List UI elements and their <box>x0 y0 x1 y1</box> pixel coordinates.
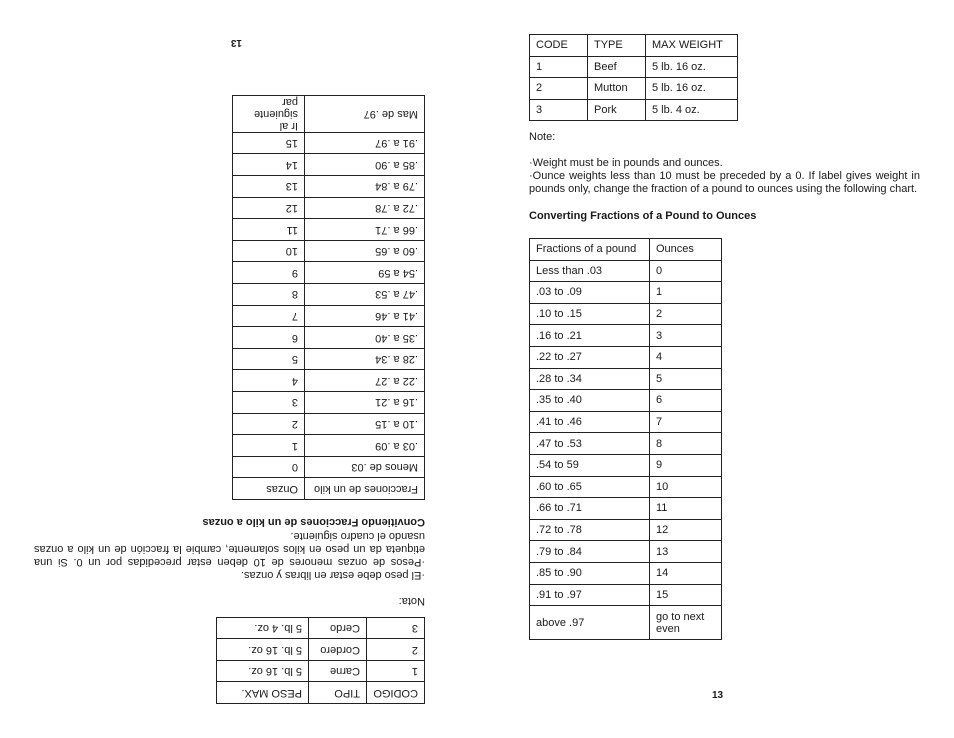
table-cell: 2 <box>650 303 722 325</box>
table-cell: 6 <box>650 390 722 412</box>
table-row <box>530 346 722 368</box>
table-cell: 10 <box>233 240 305 262</box>
table-cell: 5 <box>650 368 722 390</box>
table-row <box>530 411 722 433</box>
column-header: TYPE <box>588 35 646 57</box>
rule-text: ·El peso debe estar en libras y onzas. <box>240 569 425 581</box>
table-cell: Beef <box>588 56 646 78</box>
spanish-weights-table <box>216 617 425 704</box>
table-cell: 5 lb. 16 oz. <box>217 661 309 683</box>
table-row <box>233 392 425 414</box>
table-cell: .35 to .40 <box>530 390 650 412</box>
table-cell: .47 to .53 <box>530 433 650 455</box>
table-row <box>233 262 425 284</box>
table-cell: Mas de .97 <box>305 95 425 132</box>
table-cell: 15 <box>233 132 305 154</box>
table-cell: 7 <box>650 411 722 433</box>
table-cell: 11 <box>233 219 305 241</box>
table-cell: .03 to .09 <box>530 282 650 304</box>
table-cell: .28 to .34 <box>530 368 650 390</box>
table-row <box>530 390 722 412</box>
table-cell: 0 <box>650 260 722 282</box>
table-row <box>233 348 425 370</box>
column-header: CODIGO <box>367 682 425 704</box>
table-cell: 6 <box>233 327 305 349</box>
table-cell: 9 <box>233 262 305 284</box>
table-cell: .60 to .65 <box>530 476 650 498</box>
table-cell: .10 to .15 <box>530 303 650 325</box>
table-cell: 1 <box>233 435 305 457</box>
table-row <box>530 476 722 498</box>
table-cell: 3 <box>650 325 722 347</box>
table-row <box>530 99 738 121</box>
table-cell: .22 to .27 <box>530 346 650 368</box>
table-row <box>530 260 722 282</box>
rule-text: ·Weight must be in pounds and ounces. <box>529 157 723 169</box>
table-cell: 14 <box>650 562 722 584</box>
table-row <box>530 606 722 640</box>
chart-heading: Converting Fractions of a Pound to Ounces <box>529 210 757 222</box>
table-cell: 12 <box>233 197 305 219</box>
table-row <box>530 498 722 520</box>
table-cell: 5 lb. 16 oz. <box>217 639 309 661</box>
table-cell: .91 a .97 <box>305 132 425 154</box>
table-cell: .60 a .65 <box>305 240 425 262</box>
table-cell: .28 a .34 <box>305 348 425 370</box>
table-row <box>530 78 738 100</box>
table-header-row <box>217 682 425 704</box>
table-cell: 5 lb. 4 oz. <box>646 99 738 121</box>
table-cell: .41 to .46 <box>530 411 650 433</box>
table-cell: .85 to .90 <box>530 562 650 584</box>
table-cell: Menos de .03 <box>305 456 425 478</box>
table-cell: 3 <box>233 392 305 414</box>
table-cell: .54 a 59 <box>305 262 425 284</box>
table-row <box>233 305 425 327</box>
table-cell: .47 a .53 <box>305 284 425 306</box>
table-cell: 11 <box>650 498 722 520</box>
table-header-row <box>530 35 738 57</box>
table-cell: Cerdo <box>309 618 367 640</box>
chart-heading: Convitiendo Fracciones de un kilo a onzas <box>202 516 425 528</box>
table-row <box>233 284 425 306</box>
table-cell: 4 <box>650 346 722 368</box>
table-cell: Pork <box>588 99 646 121</box>
table-cell: .72 to .78 <box>530 519 650 541</box>
table-cell: .66 to .71 <box>530 498 650 520</box>
column-header: Ounces <box>650 239 722 261</box>
weight-rules <box>34 529 425 581</box>
table-cell: .66 a .71 <box>305 219 425 241</box>
table-cell: above .97 <box>530 606 650 640</box>
table-cell: 1 <box>367 661 425 683</box>
table-cell: 14 <box>233 154 305 176</box>
table-cell: 13 <box>650 541 722 563</box>
table-cell: go to next even <box>650 606 722 640</box>
weight-rules <box>529 157 920 196</box>
table-row <box>530 368 722 390</box>
table-cell: 13 <box>233 176 305 198</box>
english-conversion-table <box>529 238 722 640</box>
table-row <box>530 541 722 563</box>
table-row <box>233 435 425 457</box>
column-header: CODE <box>530 35 588 57</box>
table-row <box>530 454 722 476</box>
table-cell: 2 <box>233 413 305 435</box>
note-label: Note: <box>529 131 556 143</box>
table-cell: .35 a .40 <box>305 327 425 349</box>
table-cell: 12 <box>650 519 722 541</box>
page-number: 13 <box>230 37 242 48</box>
column-header: PESO MAX. <box>217 682 309 704</box>
table-cell: Mutton <box>588 78 646 100</box>
table-row <box>233 219 425 241</box>
table-cell: 9 <box>650 454 722 476</box>
column-header: TIPO <box>309 682 367 704</box>
table-cell: .85 a .90 <box>305 154 425 176</box>
table-cell: .22 a .27 <box>305 370 425 392</box>
table-row <box>233 456 425 478</box>
table-cell: .91 to .97 <box>530 584 650 606</box>
table-cell: 0 <box>233 456 305 478</box>
table-row <box>530 433 722 455</box>
table-cell: 2 <box>367 639 425 661</box>
table-row <box>233 370 425 392</box>
table-cell: 1 <box>650 282 722 304</box>
note-label: Nota: <box>398 595 425 607</box>
table-cell: 15 <box>650 584 722 606</box>
rule-text: ·Pesos de onzas menores de 10 deben estar precedidas por un 0. Si una etiqueta da un peso en kilos solamente, cambie la fracción de un kilo a onzas usando el cuadro siguiente. <box>34 530 425 568</box>
table-row <box>233 95 425 132</box>
table-row <box>530 562 722 584</box>
table-cell: 5 lb. 16 oz. <box>646 78 738 100</box>
table-cell: 4 <box>233 370 305 392</box>
table-header-row <box>530 239 722 261</box>
table-cell: .72 a .78 <box>305 197 425 219</box>
table-cell: .03 a .09 <box>305 435 425 457</box>
rule-text: ·Ounce weights less than 10 must be preceded by a 0. If label gives weight in pounds only, change the fraction of a pound to ounces using the following chart. <box>529 170 920 195</box>
table-header-row <box>233 478 425 500</box>
table-row <box>233 413 425 435</box>
table-cell: Less than .03 <box>530 260 650 282</box>
table-row <box>233 240 425 262</box>
table-cell: 3 <box>530 99 588 121</box>
table-cell: .41 a .46 <box>305 305 425 327</box>
table-row <box>530 584 722 606</box>
table-cell: Ir al siguiente par <box>233 95 305 132</box>
table-cell: 5 lb. 4 oz. <box>217 618 309 640</box>
table-cell: 7 <box>233 305 305 327</box>
table-cell: 5 lb. 16 oz. <box>646 56 738 78</box>
table-row <box>233 176 425 198</box>
table-cell: .54 to 59 <box>530 454 650 476</box>
column-header: Onzas <box>233 478 305 500</box>
table-cell: .16 a .21 <box>305 392 425 414</box>
english-weights-table <box>529 34 738 121</box>
column-header: Fractions of a pound <box>530 239 650 261</box>
column-header: MAX WEIGHT <box>646 35 738 57</box>
table-cell: 5 <box>233 348 305 370</box>
table-row <box>530 325 722 347</box>
table-row <box>217 639 425 661</box>
table-row <box>233 154 425 176</box>
table-cell: 8 <box>233 284 305 306</box>
table-row <box>233 197 425 219</box>
table-cell: 1 <box>530 56 588 78</box>
table-row <box>530 282 722 304</box>
english-page <box>477 0 954 738</box>
table-cell: 10 <box>650 476 722 498</box>
table-row <box>233 132 425 154</box>
table-cell: 3 <box>367 618 425 640</box>
table-cell: 2 <box>530 78 588 100</box>
table-cell: Cordero <box>309 639 367 661</box>
table-cell: Carne <box>309 661 367 683</box>
table-cell: .16 to .21 <box>530 325 650 347</box>
page-number: 13 <box>712 690 724 701</box>
table-row <box>217 661 425 683</box>
column-header: Fracciones de un kilo <box>305 478 425 500</box>
table-cell: .79 to .84 <box>530 541 650 563</box>
table-row <box>530 56 738 78</box>
spanish-conversion-table <box>232 95 425 500</box>
table-row <box>233 327 425 349</box>
table-cell: .79 a .84 <box>305 176 425 198</box>
table-cell: .10 a .15 <box>305 413 425 435</box>
table-row <box>530 303 722 325</box>
table-row <box>530 519 722 541</box>
table-row <box>217 618 425 640</box>
table-cell: 8 <box>650 433 722 455</box>
